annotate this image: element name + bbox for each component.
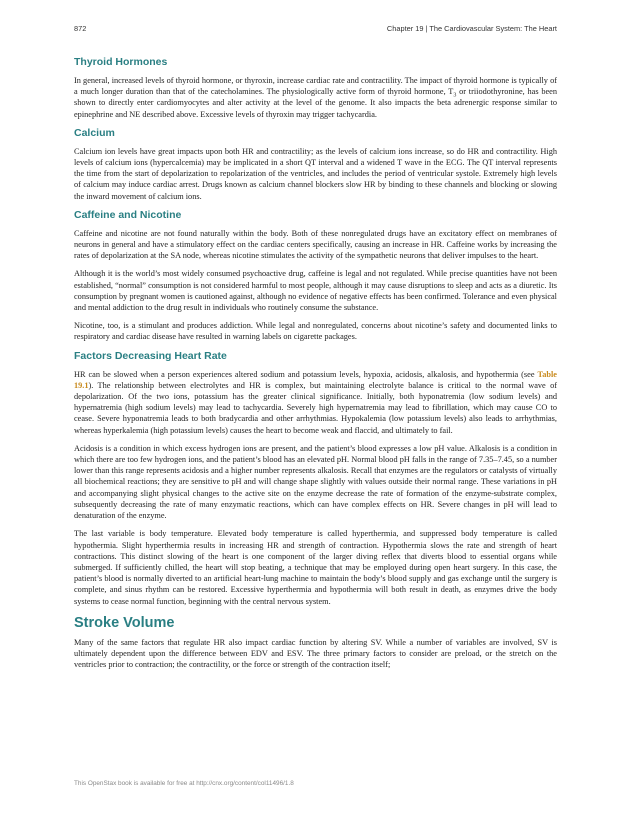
table-link[interactable]: Table 19.1 bbox=[74, 369, 557, 390]
heading-thyroid-hormones: Thyroid Hormones bbox=[74, 56, 168, 68]
text-run: or triiodothyronine, has been shown to directly enter cardiomyocytes and alter activity at the level of the genome. It also impacts the beta adrenergic response similar to epinephrine and NE described above. Excessive levels of thyroxin may trigger tachycardia. bbox=[74, 87, 557, 119]
heading-calcium: Calcium bbox=[74, 126, 115, 139]
text-run: HR can be slowed when a person experiences altered sodium and potassium levels, hypoxia, acidosis, alkalosis, and hypothermia (see bbox=[74, 369, 538, 379]
text-run: In general, increased levels of thyroid hormone, or thyroxin, increase cardiac rate and contractility. The impact of thyroid hormone is typically of a much longer duration than that of the catecholamines. The physiologically active form of thyroid hormone, T bbox=[74, 76, 557, 97]
page-number: 872 bbox=[74, 24, 87, 33]
paragraph-caffeine-3: Nicotine, too, is a stimulant and produces addiction. While legal and nonregulated, concerns about nicotine’s safety and documented links to respiratory and cardiac disease have resulted in warning labels on cigarette packages. bbox=[74, 321, 557, 342]
heading-caffeine-nicotine: Caffeine and Nicotine bbox=[74, 208, 182, 221]
paragraph-calcium: Calcium ion levels have great impacts upon both HR and contractility; as the levels of calcium ions increase, so do HR and contractility. High levels of calcium ions (hypercalcemia) may be implicated in a short QT interval and a widened T wave in the ECG. The QT interval represents the time from the start of depolarization to repolarization of the ventricles, and includes the period of ventricular systole. Extremely high levels of calcium may induce cardiac arrest. Drugs known as calcium channel blockers slow HR by binding to these channels and blocking or slowing the inward movement of calcium ions. bbox=[74, 146, 557, 201]
page-content bbox=[74, 56, 557, 677]
text-run: ). The relationship between electrolytes and HR is complex, but maintaining electrolyte balance is critical to the normal wave of depolarization. Of the two ions, potassium has the greater clinical significance. Initially, both hyponatremia (low sodium levels) and hypernatremia (high sodium levels) may lead to tachycardia. Severely high hypernatremia may lead to fibrillation, which may cause CO to cease. Severe hyponatremia leads to both bradycardia and other arrhythmias. Hypokalemia (low potassium levels) also leads to arrhythmias, whereas hyperkalemia (high potassium levels) causes the heart to become weak and flaccid, and ultimately to fail. bbox=[74, 380, 557, 435]
paragraph-factors-3: The last variable is body temperature. Elevated body temperature is called hyperthermia, and suppressed body temperature is called hypothermia. Slight hyperthermia results in increasing HR and strength of contraction. Hypothermia slows the rate and strength of heart contractions. This distinct slowing of the heart is one component of the larger diving reflex that diverts blood to essential organs while submerged. If sufficiently chilled, the heart will stop beating, a technique that may be employed during open heart surgery. In this case, the patient’s blood is normally diverted to an artificial heart-lung machine to maintain the body’s blood supply and gas exchange until the surgery is complete, and sinus rhythm can be restored. Excessive hyperthermia and hypothermia will both result in death, as enzymes drive the body systems to cease normal function, beginning with the central nervous system. bbox=[74, 529, 557, 606]
paragraph-factors-2: Acidosis is a condition in which excess hydrogen ions are present, and the patient’s blood expresses a low pH value. Alkalosis is a condition in which there are too few hydrogen ions, and the patient’s blood has an elevated pH. Normal blood pH falls in the range of 7.35–7.45, so a number lower than this range represents acidosis and a higher number represents alkalosis. Recall that enzymes are the regulators or catalysts of virtually all biochemical reactions; they are sensitive to pH and will change shape slightly with values outside their normal range. These variations in pH and accompanying slight physical changes to the active site on the enzyme decrease the rate of formation of the enzyme-substrate complex, subsequently decreasing the rate of many enzymatic reactions, which can have complex effects on HR. Severe changes in pH will lead to denaturation of the enzyme. bbox=[74, 443, 557, 521]
page-footer: This OpenStax book is available for free at http://cnx.org/content/col11496/1.8 bbox=[74, 780, 294, 787]
paragraph-stroke-volume: Many of the same factors that regulate HR also impact cardiac function by altering SV. While a number of variables are involved, SV is ultimately dependent upon the difference between EDV and ESV. The three primary factors to consider are preload, or the stretch on the ventricles prior to contraction; the contractility, or the force or strength of the contraction itself; bbox=[74, 637, 557, 670]
subscript: 3 bbox=[453, 92, 457, 99]
heading-stroke-volume: Stroke Volume bbox=[74, 614, 175, 631]
paragraph-factors-1 bbox=[74, 369, 557, 436]
paragraph-thyroid bbox=[74, 75, 557, 120]
heading-factors-decreasing-hr: Factors Decreasing Heart Rate bbox=[74, 349, 227, 362]
paragraph-caffeine-2: Although it is the world’s most widely consumed psychoactive drug, caffeine is legal and not regulated. While precise quantities have not been established, “normal” consumption is not considered harmful to most people, although it may cause disruptions to sleep and acts as a diuretic. Its consumption by pregnant women is cautioned against, although no evidence of negative effects has been confirmed. Tolerance and even physical and mental addiction to the drug result in individuals who routinely consume the substance. bbox=[74, 269, 557, 313]
page-header bbox=[74, 24, 557, 36]
paragraph-caffeine-1: Caffeine and nicotine are not found naturally within the body. Both of these nonregulated drugs have an excitatory effect on membranes of neurons in general and have a stimulatory effect on the cardiac centers specifically, causing an increase in HR. Caffeine works by increasing the rates of depolarization at the SA node, whereas nicotine stimulates the activity of the sympathetic neurons that deliver impulses to the heart. bbox=[74, 228, 557, 261]
chapter-title: Chapter 19 | The Cardiovascular System: The Heart bbox=[386, 24, 557, 33]
